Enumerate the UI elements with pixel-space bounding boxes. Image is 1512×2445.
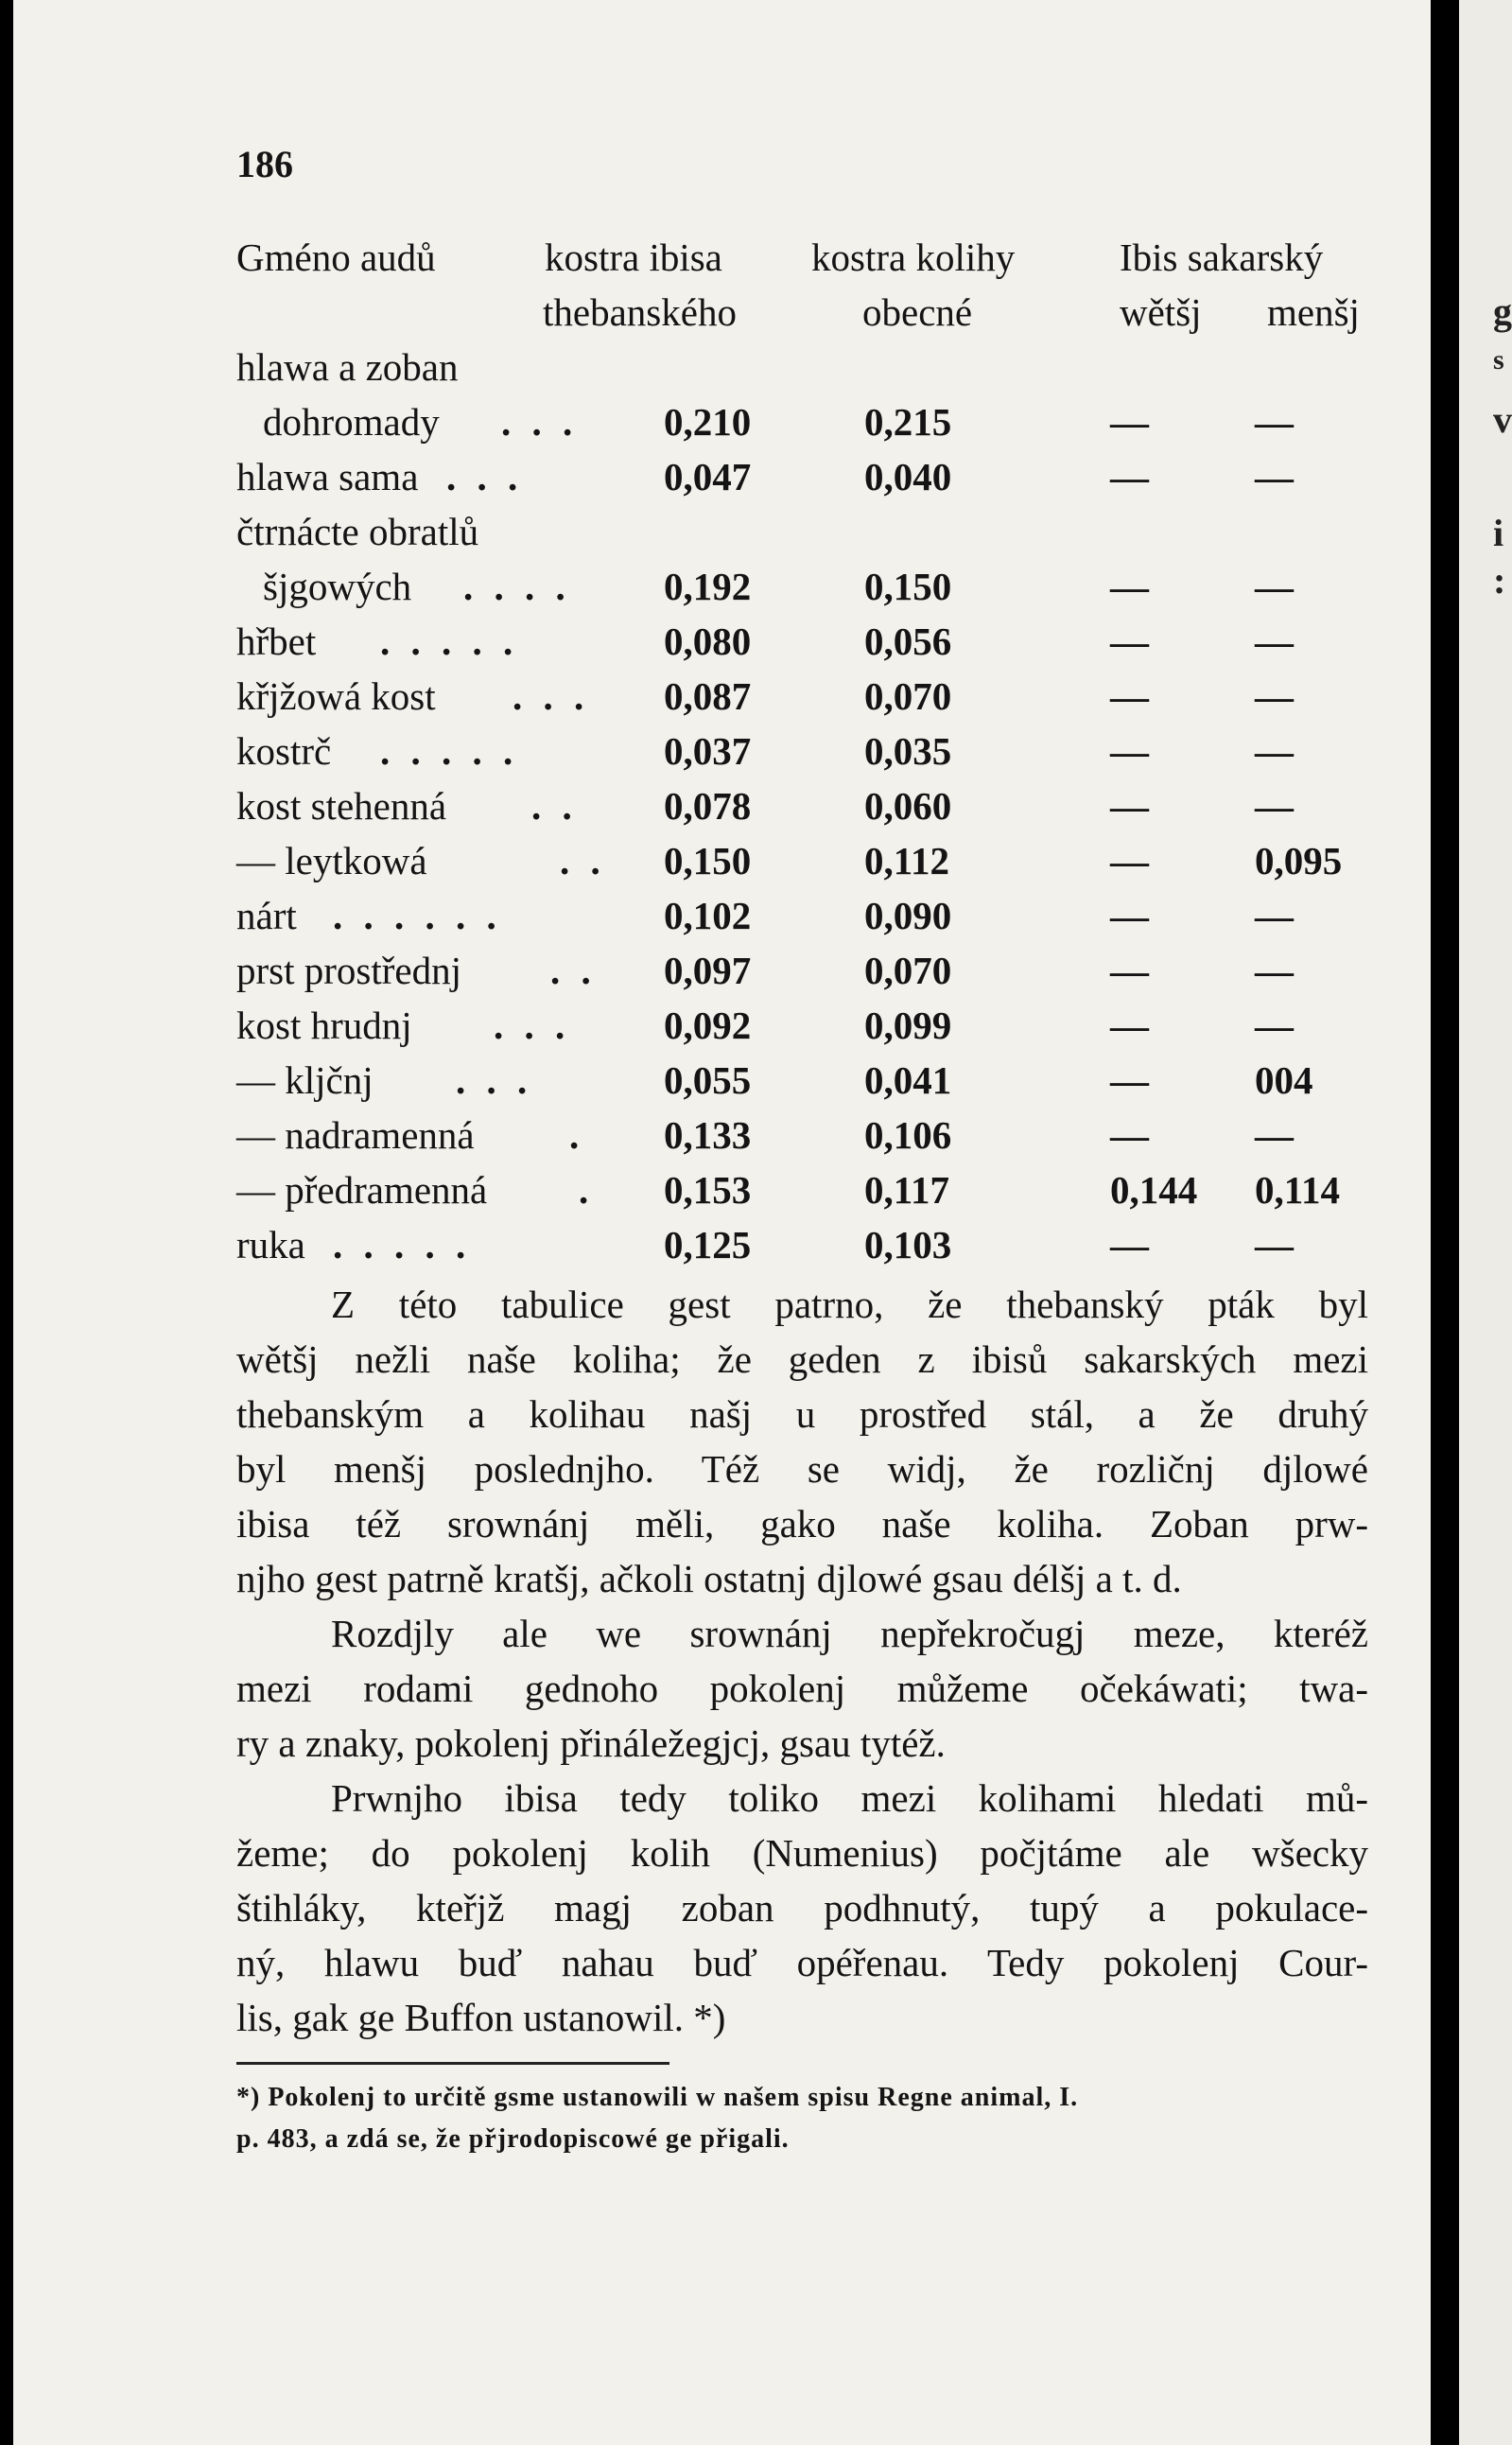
table-row <box>13 1003 1431 1057</box>
sacred-ibis-larger-value: — <box>1110 839 1149 882</box>
leader-dots: . . <box>560 839 606 882</box>
header-theban-ibis-line2: thebanského <box>543 290 737 334</box>
page-number: 186 <box>236 143 293 185</box>
leader-dots: . . . <box>494 1004 571 1047</box>
table-row <box>13 893 1431 948</box>
organ-name: čtrnácte obratlů <box>236 510 479 553</box>
text-line: žeme; do pokolenj kolih (Numenius) počjtáme ale wšecky <box>236 1831 1368 1875</box>
curlew-value: 0,070 <box>864 949 952 992</box>
organ-name: dohromady <box>263 400 440 444</box>
curlew-value: 0,070 <box>864 674 952 718</box>
sacred-ibis-smaller-value: — <box>1255 565 1294 608</box>
leader-dots: . . . . . <box>380 620 519 663</box>
footnote-line: *) Pokolenj to určitě gsme ustanowili w našem spisu Regne animal, I. <box>236 2083 1079 2112</box>
sacred-ibis-larger-value: — <box>1110 1223 1149 1266</box>
theban-ibis-value: 0,047 <box>664 455 752 498</box>
leader-dots: . . . . . <box>380 729 519 773</box>
sacred-ibis-smaller-value: 0,114 <box>1255 1168 1340 1212</box>
leader-dots: . . . <box>501 400 579 444</box>
sacred-ibis-smaller-value: — <box>1255 1223 1294 1266</box>
curlew-value: 0,150 <box>864 565 952 608</box>
curlew-value: 0,117 <box>864 1168 949 1212</box>
sacred-ibis-larger-value: — <box>1110 620 1149 663</box>
leader-dots: . <box>579 1168 595 1212</box>
table-row <box>13 619 1431 673</box>
theban-ibis-value: 0,102 <box>664 894 752 937</box>
sacred-ibis-smaller-value: — <box>1255 1004 1294 1047</box>
sacred-ibis-larger-value: — <box>1110 1058 1149 1102</box>
text-line: Rozdjly ale we srownánj nepřekročugj meze, kteréž <box>331 1612 1368 1655</box>
theban-ibis-value: 0,080 <box>664 620 752 663</box>
sacred-ibis-smaller-value: — <box>1255 1113 1294 1157</box>
table-row <box>13 1057 1431 1112</box>
header-sacred-ibis-larger: wětšj <box>1120 290 1202 334</box>
sacred-ibis-smaller-value: 004 <box>1255 1058 1313 1102</box>
organ-name: prst prostřednj <box>236 949 461 992</box>
text-line: ný, hlawu buď nahau buď opéřenau. Tedy pokolenj Cour- <box>236 1941 1368 1984</box>
book-page <box>13 0 1431 2445</box>
leader-dots: . . <box>550 949 597 992</box>
leader-dots: . . <box>531 784 578 828</box>
leader-dots: . . . <box>446 455 524 498</box>
leader-dots: . . . . . . <box>333 894 502 937</box>
organ-name: kostrč <box>236 729 332 773</box>
paragraph <box>236 1277 1368 1606</box>
sacred-ibis-larger-value: — <box>1110 455 1149 498</box>
theban-ibis-value: 0,097 <box>664 949 752 992</box>
table-row <box>13 564 1431 619</box>
leader-dots: . <box>569 1113 585 1157</box>
table-row <box>13 509 1431 564</box>
header-curlew-line2: obecné <box>862 290 973 334</box>
next-page-fragment: i <box>1493 512 1504 554</box>
organ-name: kost stehenná <box>236 784 447 828</box>
curlew-value: 0,215 <box>864 400 952 444</box>
leader-dots: . . . <box>456 1058 533 1102</box>
organ-name: — leytkowá <box>236 839 427 882</box>
sacred-ibis-larger-value: — <box>1110 1004 1149 1047</box>
sacred-ibis-smaller-value: — <box>1255 949 1294 992</box>
sacred-ibis-smaller-value: — <box>1255 455 1294 498</box>
sacred-ibis-larger-value: — <box>1110 400 1149 444</box>
table-row <box>13 399 1431 454</box>
text-line: štihláky, kteřjž magj zoban podhnutý, tupý a pokulace- <box>236 1886 1368 1930</box>
table-row <box>13 783 1431 838</box>
paragraph <box>236 1771 1368 2045</box>
footnote <box>236 2077 1368 2160</box>
text-line: ibisa též srownánj měli, gako naše koliha. Zoban prw- <box>236 1502 1368 1546</box>
paragraph <box>236 1606 1368 1771</box>
next-page-fragment: v <box>1493 398 1512 441</box>
text-line: ry a znaky, pokolenj přináležegjcj, gsau tytéž. <box>236 1721 946 1765</box>
text-line: njho gest patrně kratšj, ačkoli ostatnj djlowé gsau délšj a t. d. <box>236 1557 1182 1600</box>
sacred-ibis-smaller-value: 0,095 <box>1255 839 1343 882</box>
footnote-rule <box>236 2062 669 2065</box>
curlew-value: 0,103 <box>864 1223 952 1266</box>
next-page-edge <box>1459 0 1512 2445</box>
organ-name: kost hrudnj <box>236 1004 412 1047</box>
organ-name: hlawa a zoban <box>236 345 459 389</box>
theban-ibis-value: 0,125 <box>664 1223 752 1266</box>
next-page-fragment: g <box>1493 290 1512 333</box>
curlew-value: 0,090 <box>864 894 952 937</box>
text-line: Prwnjho ibisa tedy toliko mezi kolihami hledati mů- <box>331 1776 1368 1820</box>
sacred-ibis-larger-value: — <box>1110 1113 1149 1157</box>
organ-name: — předramenná <box>236 1168 488 1212</box>
footnote-line: p. 483, a zdá se, že přjrodopiscowé ge přigali. <box>236 2124 790 2154</box>
sacred-ibis-smaller-value: — <box>1255 729 1294 773</box>
table-row <box>13 1167 1431 1222</box>
table-row <box>13 728 1431 783</box>
theban-ibis-value: 0,150 <box>664 839 752 882</box>
theban-ibis-value: 0,192 <box>664 565 752 608</box>
text-line: mezi rodami gednoho pokolenj můžeme očekáwati; twa- <box>236 1667 1368 1710</box>
header-sacred-ibis: Ibis sakarský <box>1120 236 1324 279</box>
sacred-ibis-larger-value: — <box>1110 729 1149 773</box>
theban-ibis-value: 0,037 <box>664 729 752 773</box>
curlew-value: 0,040 <box>864 455 952 498</box>
sacred-ibis-smaller-value: — <box>1255 400 1294 444</box>
table-row <box>13 838 1431 893</box>
organ-name: ruka <box>236 1223 305 1266</box>
curlew-value: 0,106 <box>864 1113 952 1157</box>
text-line: Z této tabulice gest patrno, že thebanský pták byl <box>331 1283 1368 1326</box>
organ-name: hřbet <box>236 620 317 663</box>
leader-dots: . . . . . <box>333 1223 472 1266</box>
theban-ibis-value: 0,210 <box>664 400 752 444</box>
sacred-ibis-larger-value: — <box>1110 784 1149 828</box>
table-row <box>13 454 1431 509</box>
theban-ibis-value: 0,153 <box>664 1168 752 1212</box>
organ-name: šjgowých <box>263 565 412 608</box>
table-row <box>13 1222 1431 1277</box>
theban-ibis-value: 0,133 <box>664 1113 752 1157</box>
table-row <box>13 948 1431 1003</box>
curlew-value: 0,035 <box>864 729 952 773</box>
sacred-ibis-smaller-value: — <box>1255 784 1294 828</box>
text-line: byl menšj poslednjho. Též se widj, že rozličnj djlowé <box>236 1447 1368 1491</box>
text-line: lis, gak ge Buffon ustanowil. *) <box>236 1996 726 2039</box>
curlew-value: 0,056 <box>864 620 952 663</box>
table-row <box>13 1112 1431 1167</box>
sacred-ibis-larger-value: 0,144 <box>1110 1168 1198 1212</box>
sacred-ibis-smaller-value: — <box>1255 674 1294 718</box>
header-sacred-ibis-smaller: menšj <box>1267 290 1360 334</box>
table-row <box>13 344 1431 399</box>
leader-dots: . . . . <box>463 565 571 608</box>
next-page-fragment: s <box>1493 344 1504 375</box>
header-organ-name: Gméno audů <box>236 236 436 279</box>
sacred-ibis-smaller-value: — <box>1255 894 1294 937</box>
curlew-value: 0,099 <box>864 1004 952 1047</box>
curlew-value: 0,041 <box>864 1058 952 1102</box>
sacred-ibis-larger-value: — <box>1110 565 1149 608</box>
sacred-ibis-larger-value: — <box>1110 894 1149 937</box>
text-line: wětšj nežli naše koliha; že geden z ibisů sakarských mezi <box>236 1337 1368 1381</box>
sacred-ibis-larger-value: — <box>1110 949 1149 992</box>
theban-ibis-value: 0,055 <box>664 1058 752 1102</box>
sacred-ibis-smaller-value: — <box>1255 620 1294 663</box>
theban-ibis-value: 0,092 <box>664 1004 752 1047</box>
header-curlew: kostra kolihy <box>811 236 1016 279</box>
curlew-value: 0,060 <box>864 784 952 828</box>
text-line: thebanským a kolihau našj u prostřed stál, a že druhý <box>236 1392 1368 1436</box>
leader-dots: . . . <box>513 674 590 718</box>
table-row <box>13 673 1431 728</box>
next-page-fragment: : <box>1493 559 1506 602</box>
organ-name: nárt <box>236 894 297 937</box>
organ-name: — kljčnj <box>236 1058 374 1102</box>
organ-name: hlawa sama <box>236 455 419 498</box>
header-theban-ibis: kostra ibisa <box>545 236 722 279</box>
theban-ibis-value: 0,087 <box>664 674 752 718</box>
theban-ibis-value: 0,078 <box>664 784 752 828</box>
sacred-ibis-larger-value: — <box>1110 674 1149 718</box>
organ-name: křjžowá kost <box>236 674 436 718</box>
curlew-value: 0,112 <box>864 839 949 882</box>
organ-name: — nadramenná <box>236 1113 475 1157</box>
